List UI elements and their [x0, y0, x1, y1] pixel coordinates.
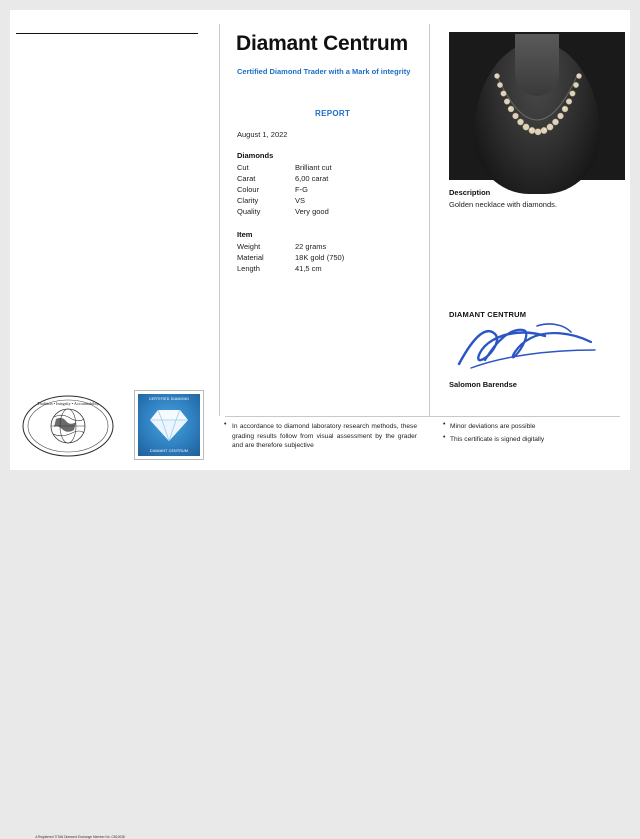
spec-value: 18K gold (750) — [295, 253, 345, 262]
spec-key: Carat — [237, 174, 256, 183]
seal-caption: A Registered TITAN Diamond Exchange Member No. CB10038 — [35, 835, 125, 839]
footnote-left-bullet: • — [224, 421, 227, 428]
spec-value: 41,5 cm — [295, 264, 322, 273]
diamonds-heading: Diamonds — [237, 151, 274, 160]
spec-key: Length — [237, 264, 260, 273]
footnote-right-bullet-2: • — [443, 434, 446, 441]
left-column — [10, 10, 215, 839]
spec-row-weight — [237, 242, 427, 251]
footnote-right-bullet-1: • — [443, 421, 446, 428]
spec-key: Colour — [237, 185, 260, 194]
spec-key: Weight — [237, 242, 261, 251]
signature-company: DIAMANT CENTRUM — [449, 310, 527, 319]
spec-key: Material — [237, 253, 264, 262]
spec-row-length — [237, 264, 427, 273]
center-column — [225, 10, 425, 470]
necklace-strand — [449, 32, 625, 180]
page-subtitle: Certified Diamond Trader with a Mark of integrity — [237, 67, 411, 76]
spec-value: 6,00 carat — [295, 174, 329, 183]
diamond-seal-inner — [138, 394, 200, 456]
document-date: August 1, 2022 — [237, 130, 288, 139]
divider-left — [219, 24, 220, 416]
spec-value: VS — [295, 196, 306, 205]
footer-rule — [225, 416, 620, 417]
description-label: Description — [449, 188, 491, 197]
spec-key: Cut — [237, 163, 249, 172]
membership-seal — [22, 395, 125, 839]
footnote-left-text: In accordance to diamond laboratory research methods, these grading results follow from visual assessment by the grader and are therefore subjective — [232, 423, 417, 450]
spec-value: Brilliant cut — [295, 163, 332, 172]
right-column — [435, 10, 630, 470]
signatory-name: Salomon Barendse — [449, 380, 517, 389]
top-horizontal-rule — [16, 33, 198, 34]
item-heading: Item — [237, 230, 253, 239]
diamond-seal — [134, 390, 204, 460]
spec-value: F-G — [295, 185, 308, 194]
spec-row-carat — [237, 174, 427, 183]
page-title: Diamant Centrum — [236, 32, 409, 55]
handwritten-signature — [445, 316, 605, 376]
footnote-right-text-1: Minor deviations are possible — [450, 423, 536, 430]
spec-row-quality — [237, 207, 427, 216]
report-label: REPORT — [315, 109, 351, 118]
spec-row-cut — [237, 163, 427, 172]
spec-row-colour — [237, 185, 427, 194]
spec-key: Quality — [237, 207, 261, 216]
spec-key: Clarity — [237, 196, 259, 205]
necklace-photo — [449, 32, 625, 180]
spec-row-material — [237, 253, 427, 262]
globe-seal-icon — [22, 395, 114, 457]
footnote-right-text-2: This certificate is signed digitally — [450, 436, 545, 443]
diamond-icon — [149, 408, 189, 442]
spec-row-clarity — [237, 196, 427, 205]
svg-text:Tradition • Integrity • Accoun: Tradition • Integrity • Accountability — [37, 401, 99, 406]
certificate-sheet — [10, 10, 630, 839]
diamond-seal-bottom-text: DIAMANT CENTRUM — [149, 449, 189, 453]
description-text: Golden necklace with diamonds. — [449, 200, 557, 209]
spec-value: Very good — [295, 207, 329, 216]
divider-right — [429, 24, 430, 416]
spec-value: 22 grams — [295, 242, 327, 251]
diamond-seal-top-text: CERTIFIED DIAMOND — [148, 397, 190, 401]
